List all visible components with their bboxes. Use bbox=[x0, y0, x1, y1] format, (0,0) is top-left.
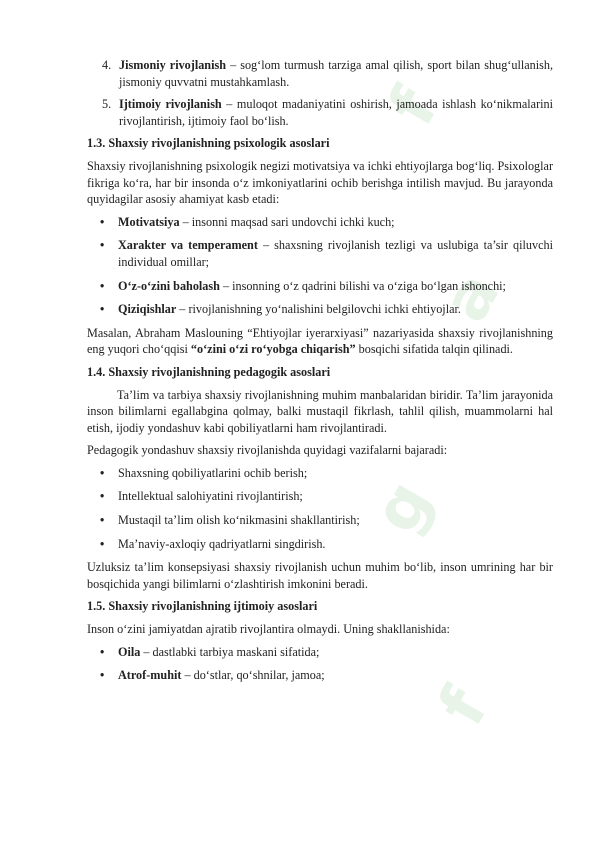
numbered-item bbox=[87, 57, 553, 90]
numbered-item bbox=[87, 96, 553, 129]
item-text: Shaxsning qobiliyatlarini ochib berish; bbox=[118, 465, 308, 480]
watermark-letter: g bbox=[359, 468, 447, 546]
paragraph bbox=[87, 325, 553, 358]
list-item bbox=[87, 536, 553, 553]
item-term: O‘z-o‘zini baholash bbox=[118, 278, 220, 293]
paragraph: Inson o‘zini jamiyatdan ajratib rivojlantira olmaydi. Uning shakllanishida: bbox=[87, 622, 450, 637]
paragraph-text: Masalan, Abraham Maslouning “Ehtiyojlar iyerarxiyasi” nazariyasida shaxsiy rivojlanishning eng yuqori cho‘qqisi bbox=[87, 325, 553, 357]
item-number: 4. bbox=[102, 58, 112, 72]
paragraph: Uzluksiz ta’lim konsepsiyasi shaxsiy rivojlanish uchun muhim bo‘lib, inson umrining har bir bosqichida yangi bilimlarni o‘zlashtirish imkonini beradi. bbox=[87, 560, 553, 591]
paragraph: Pedagogik yondashuv shaxsiy rivojlanishda quyidagi vazifalarni bajaradi: bbox=[87, 443, 448, 458]
list-item bbox=[87, 278, 553, 295]
item-text: Ma’naviy-axloqiy qadriyatlarni singdirish. bbox=[118, 536, 326, 551]
bullet-icon: • bbox=[100, 644, 105, 659]
item-term: Jismoniy rivojlanish bbox=[119, 58, 226, 72]
item-number: 5. bbox=[102, 97, 112, 112]
list-item bbox=[87, 667, 553, 684]
bullet-icon: • bbox=[100, 489, 105, 504]
bullet-icon: • bbox=[100, 214, 105, 229]
item-term: Motivatsiya bbox=[118, 214, 180, 229]
bullet-icon: • bbox=[100, 668, 105, 683]
item-text: – shaxsning rivojlanish tezligi va uslubiga ta’sir qiluvchi individual omillar; bbox=[118, 238, 553, 269]
item-term: Oila bbox=[118, 644, 141, 659]
bullet-icon: • bbox=[100, 465, 105, 480]
paragraph: Shaxsiy rivojlanishning psixologik negizi motivatsiya va ichki ehtiyojlarga bog‘liq. Psixologlar fikriga ko‘ra, har bir insonda o‘z imkoniyatlarini ochib berishga intilish mavjud. Bu jarayonda quyidagilar asosiy ahamiyat kasb etadi: bbox=[87, 158, 553, 207]
list-item bbox=[87, 488, 553, 505]
bullet-icon: • bbox=[100, 278, 105, 293]
paragraph: Ta’lim va tarbiya shaxsiy rivojlanishning muhim manbalaridan biridir. Ta’lim jarayonida inson bilimlarni egallabgina qolmay, balki mustaqil fikrlash, tahlil qilish, muammolarni hal etish, ijodiy yondashuv kabi qobiliyatlarni ham rivojlantiradi. bbox=[87, 387, 553, 435]
item-text: Intellektual salohiyatini rivojlantirish; bbox=[118, 489, 303, 504]
list-item bbox=[87, 644, 553, 661]
item-text: – rivojlanishning yo‘nalishini belgilovchi ichki ehtiyojlar. bbox=[176, 302, 461, 317]
item-text: – insonni maqsad sari undovchi ichki kuch; bbox=[179, 214, 395, 229]
list-item bbox=[87, 301, 553, 318]
section-heading: 1.4. Shaxsiy rivojlanishning pedagogik asoslari bbox=[87, 364, 331, 379]
item-term: Atrof-muhit bbox=[118, 668, 182, 683]
item-text: – dastlabki tarbiya maskani sifatida; bbox=[140, 644, 320, 659]
bullet-icon: • bbox=[100, 238, 105, 253]
list-item bbox=[87, 237, 553, 270]
watermark-letter: f bbox=[424, 676, 503, 738]
list-item bbox=[87, 214, 553, 231]
section-heading: 1.3. Shaxsiy rivojlanishning psixologik asoslari bbox=[87, 136, 330, 151]
item-term: Xarakter va temperament bbox=[118, 238, 258, 253]
bullet-icon: • bbox=[100, 536, 105, 551]
section-heading: 1.5. Shaxsiy rivojlanishning ijtimoiy asoslari bbox=[87, 599, 318, 614]
bullet-icon: • bbox=[100, 302, 105, 317]
item-term: Ijtimoiy rivojlanish bbox=[119, 97, 222, 112]
watermark-letter: a bbox=[428, 259, 515, 335]
paragraph-text: bosqichi sifatida talqin qilinadi. bbox=[355, 342, 513, 357]
item-term: Qiziqishlar bbox=[118, 302, 177, 317]
list-item bbox=[87, 465, 553, 482]
item-text: – insonning o‘z qadrini bilishi va o‘ziga bo‘lgan ishonchi; bbox=[219, 278, 506, 293]
item-text: – sog‘lom turmush tarziga amal qilish, sport bilan shug‘ullanish, jismoniy quvvatni mustahkamlash. bbox=[119, 58, 553, 89]
item-text: – do‘stlar, qo‘shnilar, jamoa; bbox=[181, 668, 325, 683]
item-text: Mustaqil ta’lim olish ko‘nikmasini shakllantirish; bbox=[118, 513, 360, 528]
bullet-icon: • bbox=[100, 513, 105, 528]
emphasis-text: “o‘zini o‘zi ro‘yobga chiqarish” bbox=[190, 342, 356, 357]
list-item bbox=[87, 512, 553, 529]
item-text: – muloqot madaniyatini oshirish, jamoada ishlash ko‘nikmalarini rivojlantirish, ijtimoiy faol bo‘lish. bbox=[119, 97, 553, 128]
watermark-letter: f bbox=[374, 76, 453, 138]
document-page bbox=[87, 57, 553, 691]
